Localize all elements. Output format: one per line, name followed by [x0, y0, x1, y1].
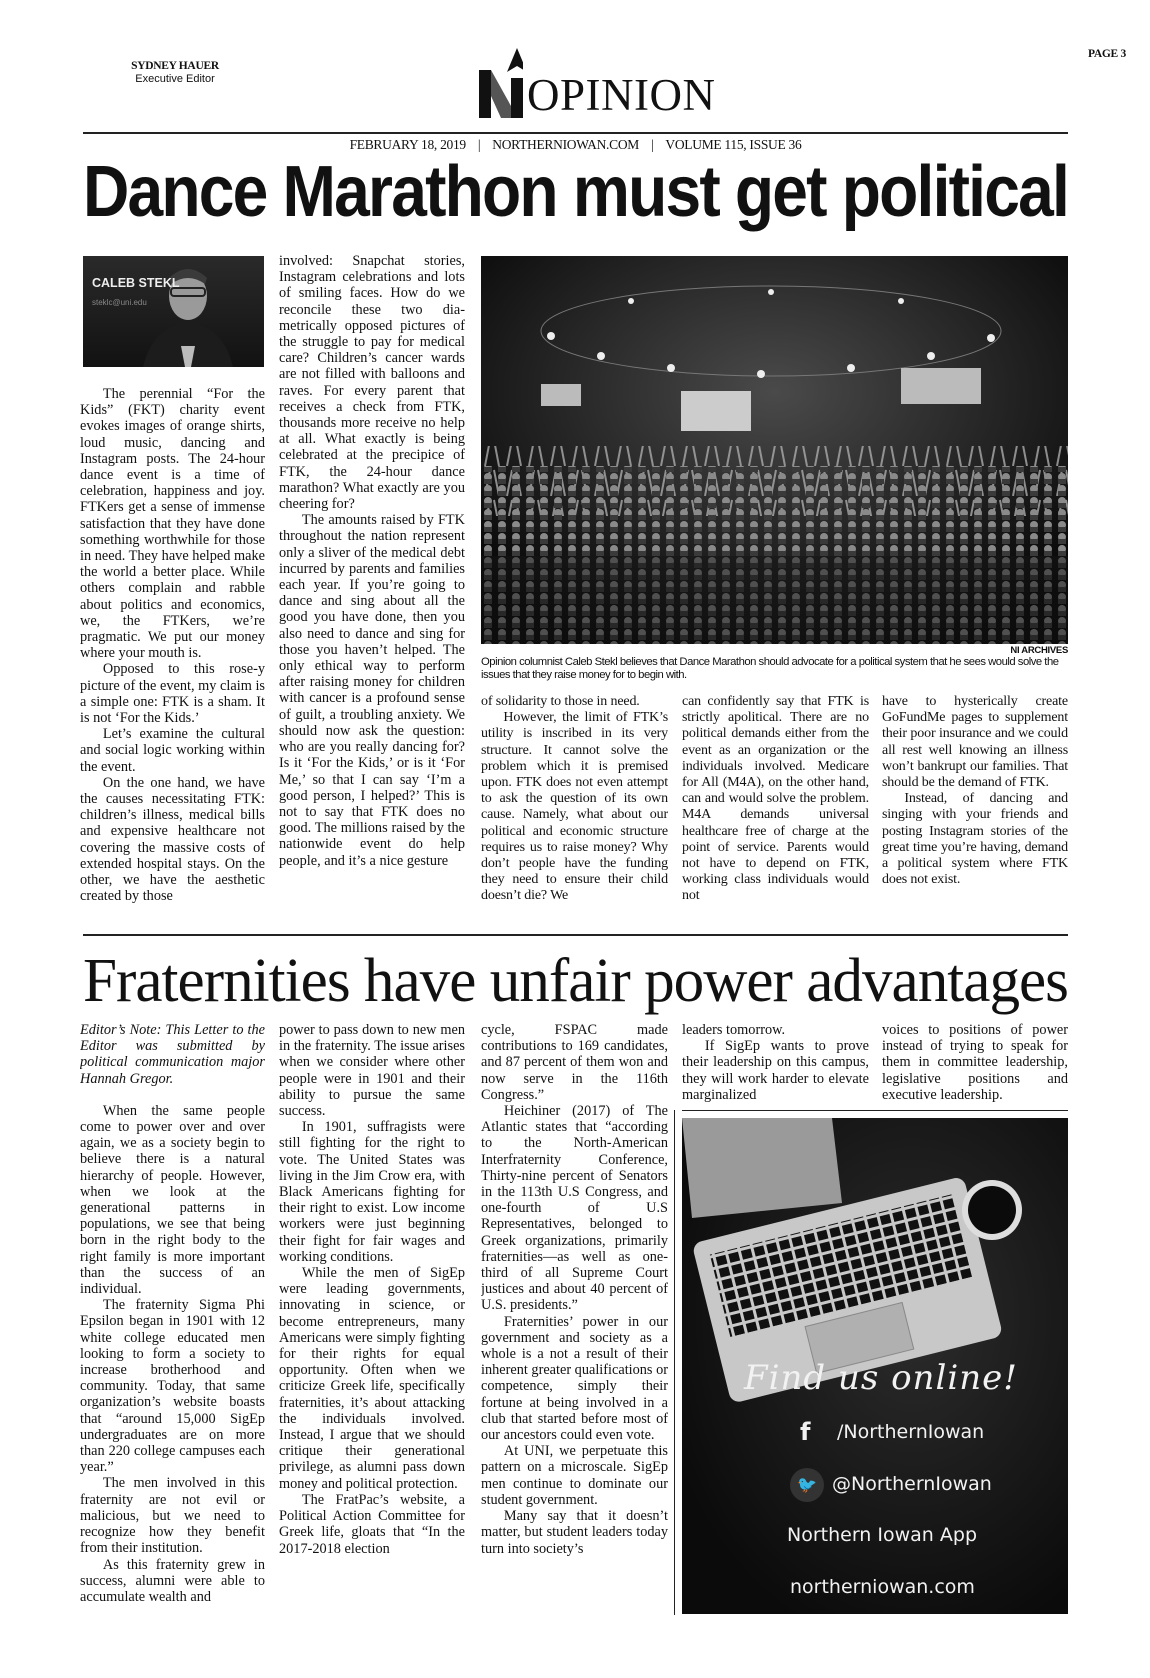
paragraph: Opposed to this rose-y picture of the event, my claim is a simple one: FTK is a sham. It is not ‘For the Kids.’: [80, 661, 265, 727]
facebook-icon: f: [800, 1418, 811, 1446]
twitter-handle[interactable]: @NorthernIowan: [832, 1473, 992, 1495]
paragraph: On the one hand, we have the causes necessitating FTK: children’s illness, medical bills and expensive healthcare not covering the massive costs of extended hospital stays. On the other, we have the aesthetic created by those: [80, 774, 265, 905]
paragraph: The perennial “For the Kids” (FKT) charity event evokes images of orange shirts, loud music, dancing and Instagram posts. The 24-hour dance event is a time of celebration, happiness and joy. FTKers get a sense of immense satisfaction that they have done something worthwhile for those in need. They have helped make the world a better place. While others complain and rabble about politics and economics, we, the FTKers, we’re pragmatic. We put our money where your mouth is.: [80, 386, 265, 662]
editor-role: Executive Editor: [135, 73, 215, 85]
masthead-rule: [83, 132, 1068, 134]
paragraph: of solidarity to those in need.: [481, 694, 640, 709]
author-photo: [83, 256, 264, 367]
article1-column-2: [279, 253, 465, 923]
paragraph: power to pass down to new men in the fraternity. The issue arises when we consider where other people were in 1901 and their ability to pursue the same success.: [279, 1022, 465, 1120]
paragraph: The men involved in this fraternity are not evil or malicious, but we need to recognize how they benefit from their institution.: [80, 1475, 265, 1557]
paragraph: If SigEp wants to prove their leadership on this campus, they will work harder to elevate marginalized: [682, 1038, 869, 1103]
executive-editor: [110, 60, 240, 86]
dance-marathon-photo: [481, 256, 1068, 644]
article1-column-4: [682, 694, 869, 922]
paragraph: The fraternity Sigma Phi Epsilon began in 1901 with 12 white college educated men looking to form a society to increase brotherhood and community. Today, that same organization’s website boasts that “around 15,000 SigEp undergraduates are on more than 220 college campuses each year.”: [80, 1297, 265, 1476]
paragraph: Heichiner (2017) of The Atlantic states that “according to the North-American Interfraternity Conference, Thirty-nine percent of Senators in the 113th U.S Congress, and one-fourth of U.S Representatives, belonged to Greek organizations, primarily fraternities—as well as one-third of all Supreme Court justices and about 40 percent of U.S. presidents.”: [481, 1103, 668, 1314]
paragraph: can confidently say that FTK is strictly apolitical. There are no political demands either from the event as an organization or the individuals involved. Medicare for All (M4A), on the other hand, can and would solve the problem. M4A demands universal healthcare free of charge at the point of service. Parents would not have to depend on FTK, working class individuals would not: [682, 694, 869, 904]
ad-side-rule: [674, 1110, 675, 1615]
paragraph: The FratPac’s website, a Political Action Committee for Greek life, gloats that “In the 2017-2018 election: [279, 1491, 465, 1557]
separator: |: [651, 137, 654, 152]
article-divider: [83, 934, 1068, 936]
ad-website[interactable]: northerniowan.com: [790, 1576, 975, 1598]
ad-top-rule: [682, 1110, 1068, 1111]
volume-issue: VOLUME 115, ISSUE 36: [665, 137, 802, 152]
photo-credit: NI ARCHIVES: [1010, 645, 1068, 656]
website-link[interactable]: NORTHERNIOWAN.COM: [492, 137, 639, 152]
issue-date: FEBRUARY 18, 2019: [349, 137, 466, 152]
photo-caption: Opinion columnist Caleb Stekl believes that Dance Marathon should advocate for a political system that he sees would solve the issues that they raise money for to begin with.: [481, 656, 1059, 681]
article2-column-1-body: [80, 1103, 265, 1605]
article1-column-1: [80, 386, 265, 923]
article2-headline: Fraternities have unfair power advantages: [83, 947, 1068, 1015]
article2-headline-wrap: [83, 946, 1082, 1016]
paragraph: Many say that it doesn’t matter, but student leaders today turn into society’s: [481, 1508, 668, 1557]
paragraph: voices to positions of power instead of trying to speak for them in committee leadership, legislative positions and executive leadership.: [882, 1022, 1068, 1103]
paragraph: When the same people come to power over and over again, we as a society begin to believe there is a natural hierarchy of people. However, when we look at the generational patterns in populations, we see that being born in the right body to the right family is more important than the success of an individual.: [80, 1102, 265, 1298]
paragraph: Let’s examine the cultural and social logic working within the event.: [80, 726, 265, 775]
twitter-icon: 🐦: [790, 1468, 824, 1502]
editors-note: Editor’s Note: This Letter to the Editor was submitted by political communication major Hannah Gregor.: [80, 1022, 265, 1087]
app-name[interactable]: Northern Iowan App: [787, 1524, 977, 1546]
dateline: [83, 137, 1068, 153]
northern-iowan-logo-icon: [479, 48, 523, 118]
crowd-photo-image: [481, 256, 1068, 644]
separator: |: [477, 137, 481, 152]
article2-column-2: [279, 1022, 465, 1614]
paragraph: The amounts raised by FTK throughout the nation represent only a sliver of the medical debt incurred by parents and families each year. If you’re going to dance and sing about all the good you have done, then you also need to dance and sing for those you haven’t helped. The only ethical way to perform after raising money for children with cancer is a profound sense of guilt, a troubling anxiety. We should now ask the question: who are you really dancing for? Is it ‘For the Kids,’ or is it ‘For Me,’ so that I can say ‘I’m a good person, I helped?’ This is not to say that FTK does no good. The millions raised by the nationwide event do help people, and it’s a nice gesture: [279, 512, 465, 869]
paragraph: However, the limit of FTK’s utility is inscribed in its very structure. It cannot solve the problem which it is premised upon. FTK does not even attempt to ask the question of its own cause. Namely, what about our political and economic structure requires us to raise money? Why don’t people have the funding they need to ensure their child doesn’t die? We: [481, 710, 668, 904]
article2-column-3: [481, 1022, 668, 1614]
paragraph: Fraternities’ power in our government and society as a whole is a not a result of their inherent greater qualifications or competence, simply their fortune at being involved in a club that started before most of our ancestors could even vote.: [481, 1313, 668, 1444]
paragraph: While the men of SigEp were leading governments, innovating in science, or become entrepreneurs, many Americans were simply fighting for their rights for equal opportunity. Often when we criticize Greek life, specifically fraternities, it’s about attacking the individuals involved. Instead, I argue that we should critique their generational privilege, as alumni pass down money and political protection.: [279, 1265, 465, 1492]
article1-column-3: [481, 694, 668, 922]
editor-name: SYDNEY HAUER: [131, 60, 219, 72]
article1-headline-wrap: [83, 152, 1150, 232]
page-number: PAGE 3: [1088, 48, 1126, 60]
paragraph: leaders tomorrow.: [682, 1022, 786, 1038]
article2-column-1: [80, 1022, 265, 1614]
facebook-handle[interactable]: /NorthernIowan: [837, 1421, 985, 1443]
article1-column-5: [882, 694, 1068, 922]
paragraph: At UNI, we perpetuate this pattern on a microscale. SigEp men continue to dominate our student government.: [481, 1443, 668, 1508]
section-title: OPINION: [527, 70, 716, 120]
author-email[interactable]: steklc@uni.edu: [92, 298, 147, 307]
ad-headline: Find us online!: [744, 1358, 1018, 1398]
paragraph: Instead, of dancing and singing with your friends and posting Instagram stories of the great time you’re having, demand a political system where FTK does not exist.: [882, 791, 1068, 888]
article2-column-5: [882, 1022, 1068, 1106]
author-name: CALEB STEKL: [92, 276, 180, 290]
paragraph: involved: Snapchat stories, Instagram celebrations and lots of smiling faces. How do we reconcile these two diametrically opposed pictures of the struggle to pay for medical care? Children’s cancer wards are not filled with balloons and raves. For every parent that receives a check from FTK, thousands more receive no help at all. What exactly is being celebrated at the precipice of FTK, the 24-hour dance marathon? What exactly are you cheering for?: [279, 253, 465, 513]
article2-column-4: [682, 1022, 869, 1106]
author-portrait-icon: [83, 256, 264, 367]
article1-headline: Dance Marathon must get political: [83, 152, 1068, 232]
paragraph: cycle, FSPAC made contributions to 169 candidates, and 87 percent of them won and now serve in the 116th Congress.”: [481, 1022, 668, 1103]
find-us-online-ad: [682, 1118, 1068, 1614]
paragraph: have to hysterically create GoFundMe pages to supplement their poor insurance and we could all rest well knowing an illness won’t bankrupt our families. That should be the demand of FTK.: [882, 694, 1068, 791]
paragraph: In 1901, suffragists were still fighting for the right to vote. The United States was living in the Jim Crow era, with Black Americans fighting for their right to exist. Low income workers were just beginning their fight for fair wages and working conditions.: [279, 1119, 465, 1265]
paragraph: As this fraternity grew in success, alumni were able to accumulate wealth and: [80, 1556, 265, 1605]
